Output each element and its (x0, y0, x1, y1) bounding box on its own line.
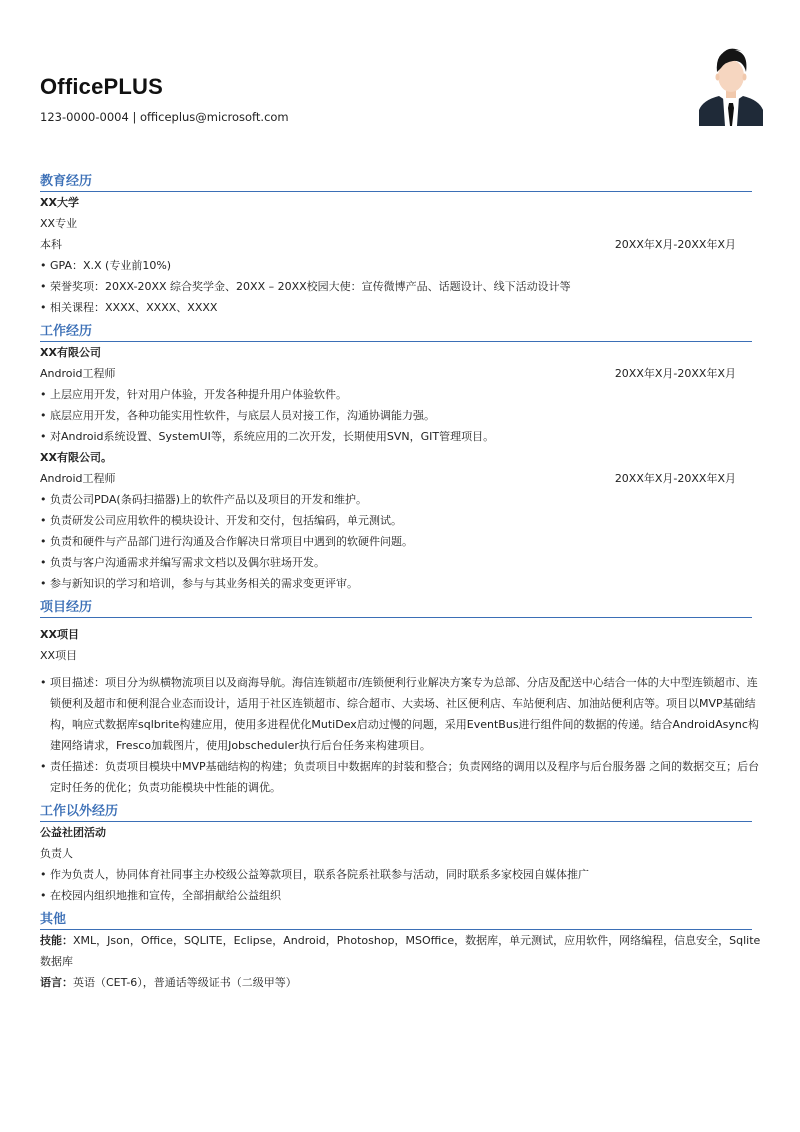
section-title-education: 教育经历 (40, 172, 752, 192)
list-item: • GPA：X.X (专业前10%) (40, 255, 764, 276)
list-item: • 相关课程：XXXX、XXXX、XXXX (40, 297, 764, 318)
company-name: XX有限公司。 (40, 451, 112, 464)
activity-name: 公益社团活动 (40, 826, 106, 839)
contact-info: 123-0000-0004 | officeplus@microsoft.com (40, 110, 289, 124)
job-role: Android工程师 (40, 367, 116, 380)
role-row (40, 363, 764, 384)
list-item: • 负责研发公司应用软件的模块设计、开发和交付，包括编码，单元测试。 (40, 510, 764, 531)
role-row (40, 468, 764, 489)
list-item: • 参与新知识的学习和培训，参与与其业务相关的需求变更评审。 (40, 573, 764, 594)
list-item: • 责任描述：负责项目模块中MVP基础结构的构建；负责项目中数据库的封装和整合；负责网络的调用以及程序与后台服务器 之间的数据交互；后台定时任务的优化；负责功能模块中性能的调优。 (40, 756, 764, 798)
job-date: 20XX年X月-20XX年X月 (614, 367, 736, 380)
list-item: • 荣誉奖项：20XX-20XX 综合奖学金、20XX – 20XX校园大使：宣传微博产品、话题设计、线下活动设计等 (40, 276, 764, 297)
extra-section (40, 802, 764, 906)
list-item: • 上层应用开发，针对用户体验，开发各种提升用户体验软件。 (40, 384, 764, 405)
list-item: • 对Android系统设置、SystemUI等，系统应用的二次开发，长期使用SVN，GIT管理项目。 (40, 426, 764, 447)
language-text: 英语（CET-6），普通话等级证书（二级甲等） (73, 976, 297, 989)
project-section (40, 598, 764, 798)
avatar-portrait-icon (699, 42, 763, 126)
list-item: • 负责与客户沟通需求并编写需求文档以及偶尔驻场开发。 (40, 552, 764, 573)
job-date: 20XX年X月-20XX年X月 (614, 472, 736, 485)
degree: 本科 (40, 238, 62, 251)
list-item: • 底层应用开发，各种功能实用性软件，与底层人员对接工作，沟通协调能力强。 (40, 405, 764, 426)
activity-role: 负责人 (40, 847, 73, 860)
project-sub: XX项目 (40, 649, 78, 662)
candidate-name: OfficePLUS (40, 74, 164, 99)
work-section (40, 322, 764, 594)
education-section (40, 172, 764, 318)
list-item: • 作为负责人，协同体育社同事主办校级公益筹款项目，联系各院系社联参与活动，同时联系多家校园自媒体推广 (40, 864, 764, 885)
company-name: XX有限公司 (40, 346, 101, 359)
section-title-extra: 工作以外经历 (40, 802, 752, 822)
section-title-work: 工作经历 (40, 322, 752, 342)
education-date: 20XX年X月-20XX年X月 (614, 238, 736, 251)
project-name: XX项目 (40, 628, 79, 641)
skills-row (40, 930, 764, 972)
other-section (40, 910, 764, 993)
skills-text: XML，Json，Office，SQLITE，Eclipse，Android，Photoshop，MSOffice，数据库，单元测试，应用软件，网络编程，信息安全，Sqlite数据库 (40, 934, 761, 968)
list-item: • 项目描述：项目分为纵横物流项目以及商海导航。海信连锁超市/连锁便利行业解决方案专为总部、分店及配送中心结合一体的大中型连锁超市、连锁便利及超市和便利混合业态而设计，适用于社区连锁超市、综合超市、大卖场、社区便利店、车站便利店、加油站便利店等。项目以MVP基础结构，响应式数据库sqlbrite构建应用，使用多进程优化MutiDex启动过慢的问题，采用EventBus进行组件间的数据的传递。结合AndroidAsync构建网络请求，Fresco加载图片，使用Jobscheduler执行后台任务来构建项目。 (40, 672, 764, 756)
resume-body (40, 168, 764, 993)
list-item: • 负责公司PDA(条码扫描器)上的软件产品以及项目的开发和维护。 (40, 489, 764, 510)
language-label: 语言： (40, 976, 73, 989)
list-item: • 负责和硬件与产品部门进行沟通及合作解决日常项目中遇到的软硬件问题。 (40, 531, 764, 552)
degree-row (40, 234, 764, 255)
school-name: XX大学 (40, 196, 79, 209)
skills-label: 技能： (40, 934, 73, 947)
section-title-other: 其他 (40, 910, 752, 930)
job-role: Android工程师 (40, 472, 116, 485)
section-title-project: 项目经历 (40, 598, 752, 618)
major: XX专业 (40, 217, 78, 230)
language-row (40, 972, 764, 993)
list-item: • 在校园内组织地推和宣传，全部捐献给公益组织 (40, 885, 764, 906)
